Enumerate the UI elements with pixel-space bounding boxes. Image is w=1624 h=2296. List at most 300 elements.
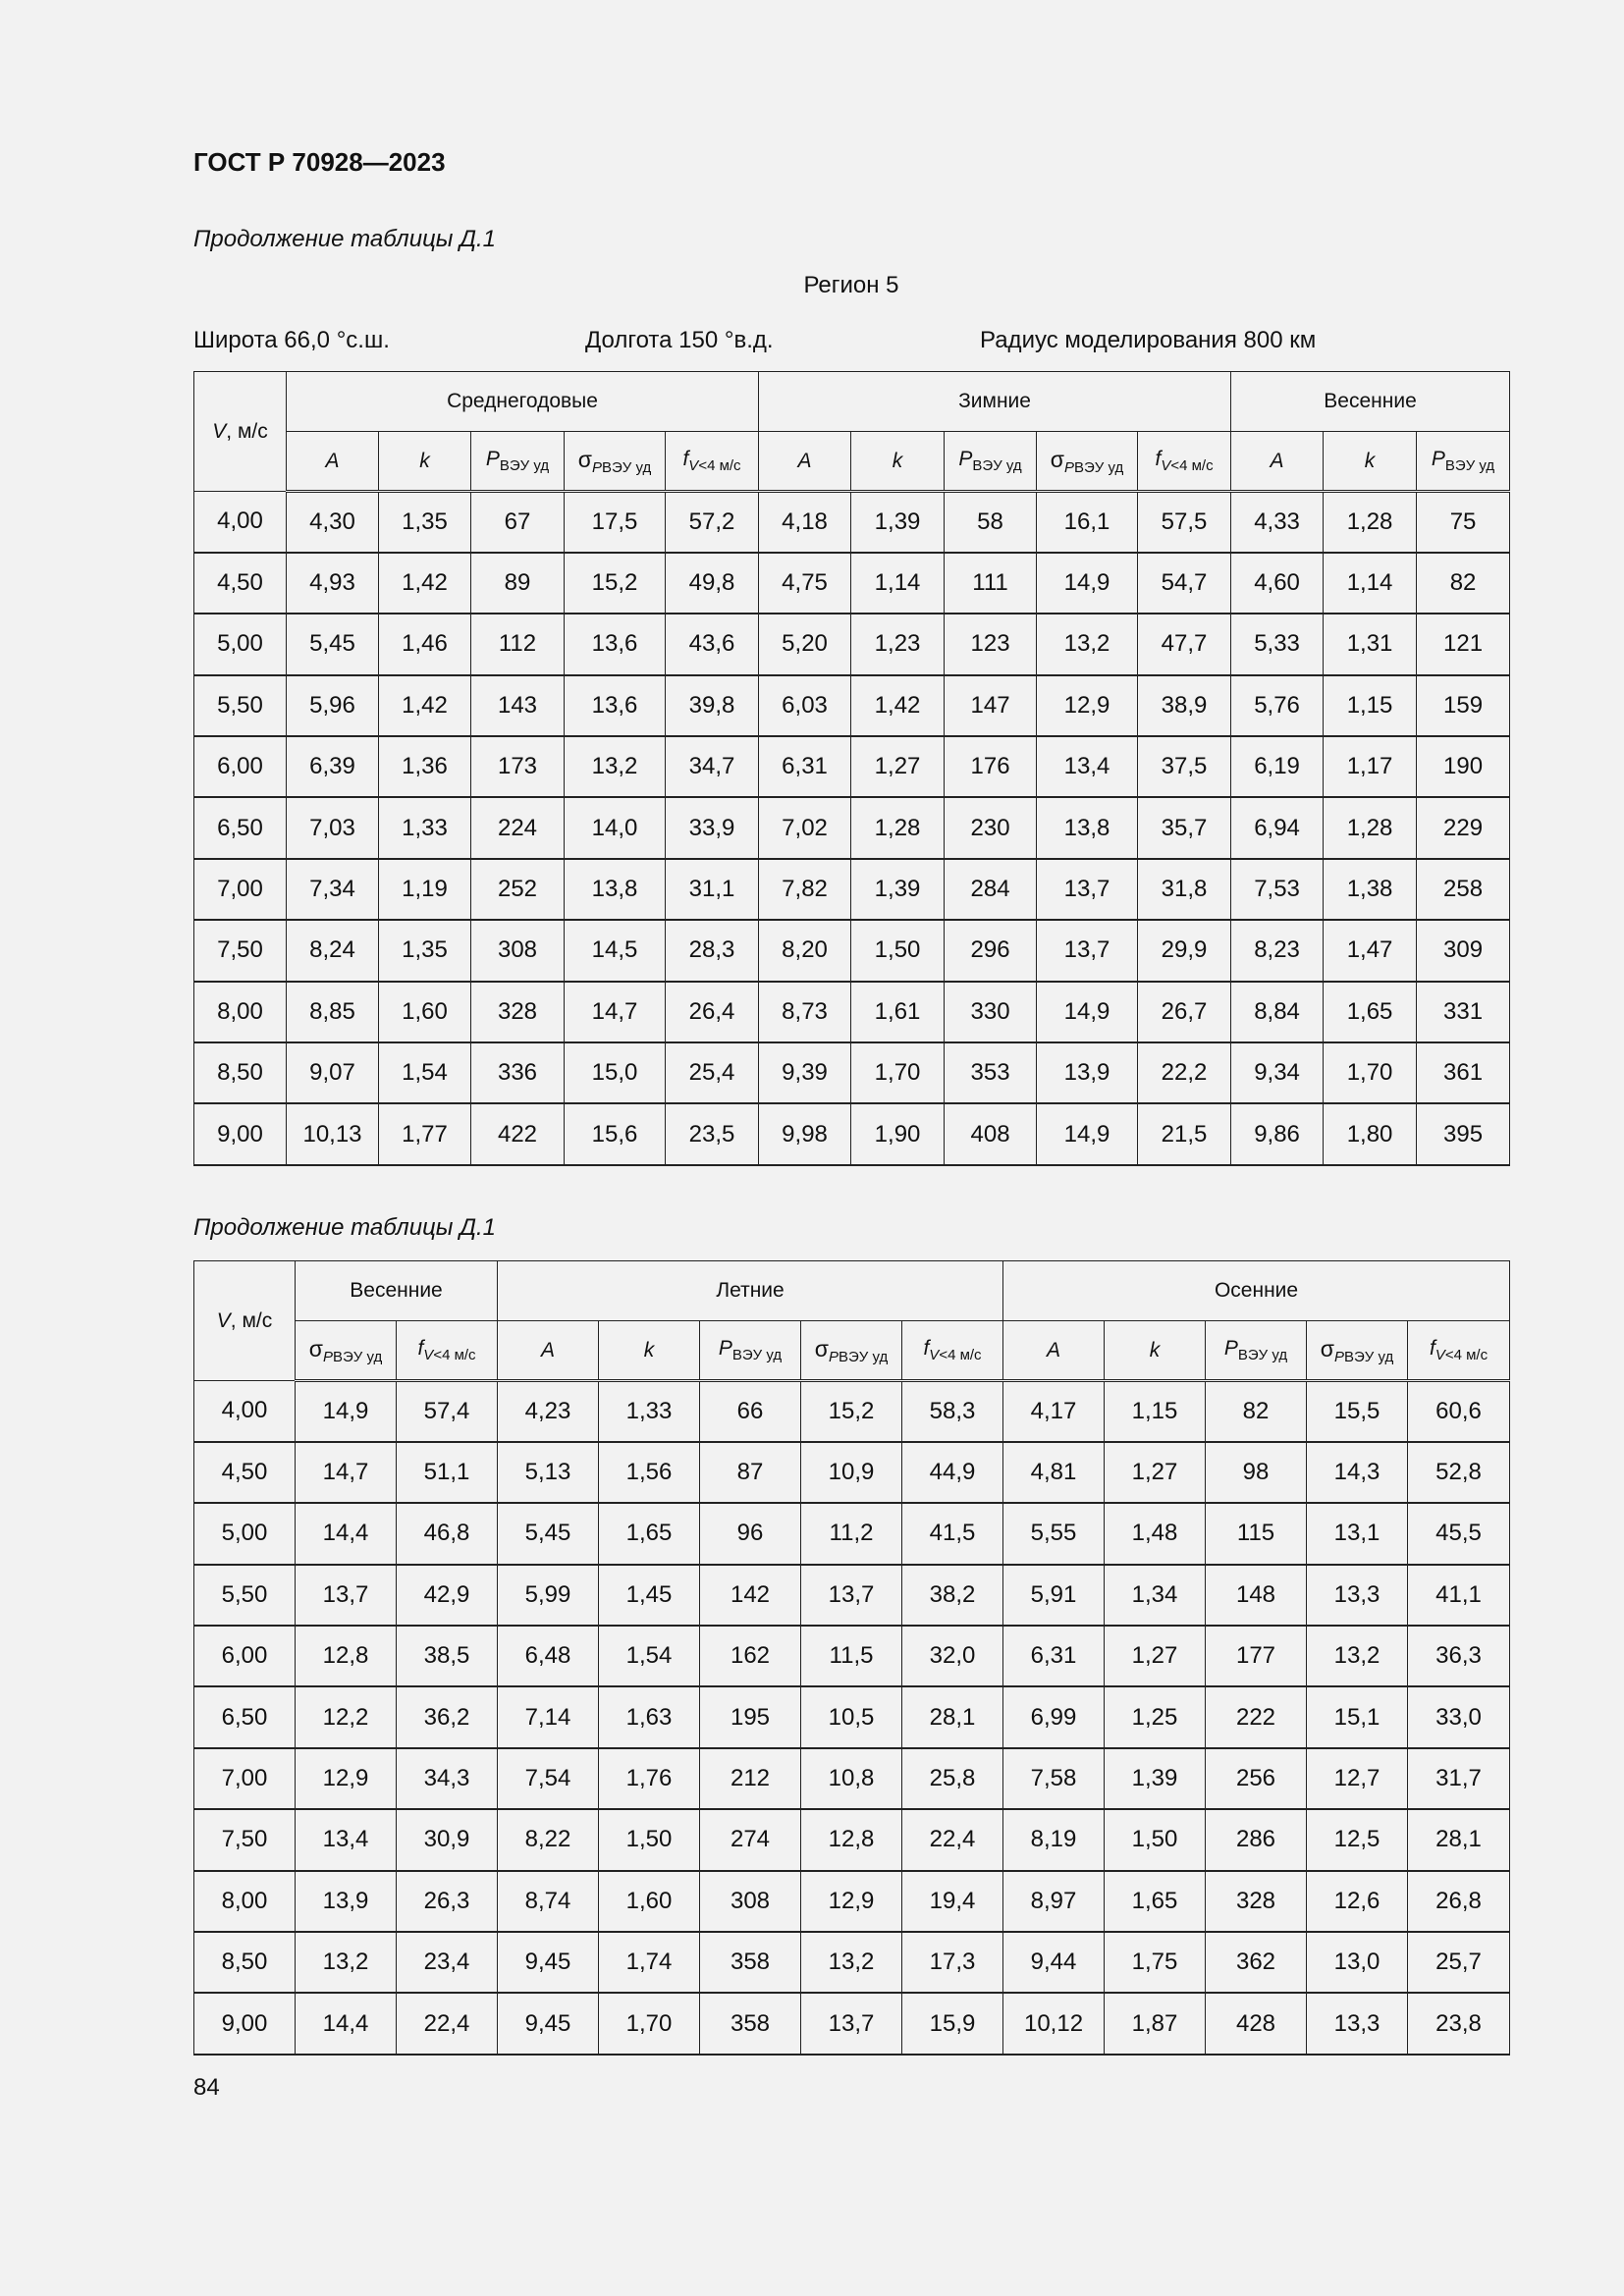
table-cell: 8,23 [1231,920,1324,981]
table-cell: 12,8 [801,1809,902,1870]
table-cell: 36,3 [1408,1626,1510,1686]
table-cell: 1,65 [599,1503,700,1564]
table-cell: 96 [700,1503,801,1564]
table-cell: 58,3 [902,1381,1003,1442]
table-cell: 12,7 [1307,1748,1408,1809]
table-cell: 13,7 [296,1565,397,1626]
speed-cell: 4,50 [194,1442,296,1503]
table-cell: 22,4 [902,1809,1003,1870]
col-header-sigma: $\sigma_{PВЭУ уд}$ [1307,1321,1408,1381]
table-cell: 147 [945,675,1037,736]
table-cell: 26,8 [1408,1871,1510,1932]
table-cell: 1,14 [851,553,945,614]
table-cell: 13,9 [1037,1042,1138,1103]
table-cell: 1,42 [851,675,945,736]
table-cell: 11,2 [801,1503,902,1564]
table-cell: 33,9 [666,797,759,858]
speed-cell: 5,00 [194,614,287,674]
table-cell: 1,33 [599,1381,700,1442]
table-cell: 14,9 [296,1381,397,1442]
table-cell: 212 [700,1748,801,1809]
table-cell: 57,4 [397,1381,498,1442]
table-cell: 14,9 [1037,1103,1138,1164]
table-cell: 4,75 [759,553,851,614]
table-cell: 115 [1206,1503,1307,1564]
table-cell: 12,2 [296,1686,397,1747]
col-header-f: $f_{V<4 м/с}$ [397,1321,498,1381]
table1-caption: Продолжение таблицы Д.1 [193,226,497,252]
table-row [194,1103,1510,1164]
table-cell: 252 [471,859,565,920]
col-header-p: $P_{ВЭУ уд}$ [471,432,565,492]
table-row [194,1503,1510,1564]
table-cell: 1,15 [1105,1381,1206,1442]
table-cell: 1,47 [1324,920,1417,981]
table-cell: 1,42 [379,553,471,614]
table-row [194,1809,1510,1870]
table-cell: 87 [700,1442,801,1503]
table-row [194,797,1510,858]
table-cell: 1,25 [1105,1686,1206,1747]
region-title: Регион 5 [803,272,899,298]
table-cell: 13,2 [565,736,666,797]
table-cell: 14,4 [296,1503,397,1564]
group-header: Зимние [759,372,1231,432]
table-cell: 1,50 [851,920,945,981]
table-cell: 39,8 [666,675,759,736]
speed-cell: 8,00 [194,982,287,1042]
table-cell: 148 [1206,1565,1307,1626]
table-row [194,1381,1510,1442]
table-cell: 38,5 [397,1626,498,1686]
table-cell: 6,94 [1231,797,1324,858]
table-cell: 4,60 [1231,553,1324,614]
table-cell: 30,9 [397,1809,498,1870]
speed-cell: 6,00 [194,736,287,797]
table-cell: 5,33 [1231,614,1324,674]
table-cell: 1,56 [599,1442,700,1503]
table-cell: 328 [471,982,565,1042]
table-cell: 51,1 [397,1442,498,1503]
table-cell: 308 [700,1871,801,1932]
col-header-p: $P_{ВЭУ уд}$ [700,1321,801,1381]
longitude-label: Долгота 150 °в.д. [585,327,774,353]
col-header-k: k [1105,1321,1206,1381]
table-cell: 336 [471,1042,565,1103]
table-cell: 1,48 [1105,1503,1206,1564]
speed-cell: 8,00 [194,1871,296,1932]
col-header-sigma: $\sigma_{PВЭУ уд}$ [801,1321,902,1381]
table-cell: 12,9 [1037,675,1138,736]
table-cell: 331 [1417,982,1510,1042]
table-cell: 75 [1417,492,1510,553]
table-cell: 1,80 [1324,1103,1417,1164]
table-row [194,1686,1510,1747]
table-cell: 6,19 [1231,736,1324,797]
table-cell: 1,28 [1324,797,1417,858]
speed-cell: 9,00 [194,1993,296,2054]
table-cell: 9,45 [498,1993,599,2054]
table-cell: 229 [1417,797,1510,858]
table-cell: 9,39 [759,1042,851,1103]
table-cell: 36,2 [397,1686,498,1747]
table-cell: 45,5 [1408,1503,1510,1564]
table-row [194,1932,1510,1993]
table-cell: 1,42 [379,675,471,736]
table-cell: 8,19 [1003,1809,1105,1870]
table-cell: 29,9 [1138,920,1231,981]
table-cell: 17,3 [902,1932,1003,1993]
table-cell: 13,8 [1037,797,1138,858]
table-cell: 7,14 [498,1686,599,1747]
table-cell: 286 [1206,1809,1307,1870]
col-header-f: $f_{V<4 м/с}$ [1138,432,1231,492]
speed-cell: 4,00 [194,492,287,553]
speed-cell: 4,00 [194,1381,296,1442]
table-cell: 7,54 [498,1748,599,1809]
table-cell: 12,8 [296,1626,397,1686]
table-cell: 13,1 [1307,1503,1408,1564]
table-cell: 4,18 [759,492,851,553]
table-row [194,675,1510,736]
table-cell: 1,65 [1324,982,1417,1042]
table-cell: 1,60 [379,982,471,1042]
col-header-k: k [1324,432,1417,492]
table-cell: 5,99 [498,1565,599,1626]
table2-header [194,1261,1510,1381]
table-cell: 6,39 [287,736,379,797]
table-cell: 7,03 [287,797,379,858]
table-cell: 6,03 [759,675,851,736]
table-cell: 162 [700,1626,801,1686]
table-cell: 13,2 [296,1932,397,1993]
table-cell: 1,31 [1324,614,1417,674]
table-cell: 1,39 [851,492,945,553]
table-cell: 31,7 [1408,1748,1510,1809]
table-cell: 1,70 [851,1042,945,1103]
v-header: V, м/с [194,1261,296,1381]
table-cell: 195 [700,1686,801,1747]
table-cell: 41,5 [902,1503,1003,1564]
table-cell: 57,2 [666,492,759,553]
speed-cell: 7,00 [194,859,287,920]
table-cell: 12,9 [296,1748,397,1809]
table-cell: 296 [945,920,1037,981]
table-cell: 123 [945,614,1037,674]
group-header: Среднегодовые [287,372,759,432]
table-cell: 1,33 [379,797,471,858]
table-cell: 4,33 [1231,492,1324,553]
table-cell: 8,97 [1003,1871,1105,1932]
table-cell: 8,20 [759,920,851,981]
table-cell: 1,60 [599,1871,700,1932]
table-row [194,859,1510,920]
table-cell: 222 [1206,1686,1307,1747]
table-cell: 8,74 [498,1871,599,1932]
table-row [194,1565,1510,1626]
table-cell: 1,36 [379,736,471,797]
table-cell: 6,48 [498,1626,599,1686]
table-cell: 82 [1206,1381,1307,1442]
table-cell: 10,5 [801,1686,902,1747]
table-cell: 49,8 [666,553,759,614]
table-cell: 10,12 [1003,1993,1105,2054]
col-header-f: $f_{V<4 м/с}$ [666,432,759,492]
table-cell: 1,23 [851,614,945,674]
table-cell: 5,45 [498,1503,599,1564]
group-header: Весенние [1231,372,1510,432]
table-cell: 190 [1417,736,1510,797]
table-cell: 15,9 [902,1993,1003,2054]
col-header-f: $f_{V<4 м/с}$ [1408,1321,1510,1381]
speed-cell: 7,00 [194,1748,296,1809]
table-cell: 111 [945,553,1037,614]
table-cell: 10,8 [801,1748,902,1809]
table-cell: 13,6 [565,675,666,736]
table-cell: 66 [700,1381,801,1442]
table-row [194,492,1510,553]
table-cell: 1,14 [1324,553,1417,614]
table-cell: 14,5 [565,920,666,981]
table-cell: 28,1 [902,1686,1003,1747]
table-cell: 28,1 [1408,1809,1510,1870]
table-cell: 1,19 [379,859,471,920]
table-cell: 34,3 [397,1748,498,1809]
table-cell: 7,58 [1003,1748,1105,1809]
table-cell: 37,5 [1138,736,1231,797]
group-header: Осенние [1003,1261,1510,1321]
table-cell: 25,7 [1408,1932,1510,1993]
table-cell: 16,1 [1037,492,1138,553]
table-cell: 82 [1417,553,1510,614]
table-cell: 23,5 [666,1103,759,1164]
table-cell: 31,1 [666,859,759,920]
table-cell: 13,8 [565,859,666,920]
table-cell: 7,02 [759,797,851,858]
table-cell: 15,6 [565,1103,666,1164]
col-header-a: A [1231,432,1324,492]
table-cell: 14,7 [565,982,666,1042]
col-header-a: A [759,432,851,492]
table-row [194,920,1510,981]
table-cell: 1,28 [1324,492,1417,553]
table-cell: 42,9 [397,1565,498,1626]
table-cell: 5,13 [498,1442,599,1503]
table-cell: 13,2 [1307,1626,1408,1686]
speed-cell: 6,50 [194,797,287,858]
table-cell: 28,3 [666,920,759,981]
table-row [194,553,1510,614]
table-cell: 4,30 [287,492,379,553]
table-cell: 14,3 [1307,1442,1408,1503]
table-row [194,736,1510,797]
table-cell: 258 [1417,859,1510,920]
table-cell: 52,8 [1408,1442,1510,1503]
table-cell: 1,61 [851,982,945,1042]
table-cell: 11,5 [801,1626,902,1686]
table-cell: 284 [945,859,1037,920]
col-header-a: A [287,432,379,492]
speed-cell: 7,50 [194,1809,296,1870]
table-cell: 43,6 [666,614,759,674]
table-cell: 8,84 [1231,982,1324,1042]
table-cell: 58 [945,492,1037,553]
col-header-sigma: $\sigma_{PВЭУ уд}$ [1037,432,1138,492]
table-cell: 31,8 [1138,859,1231,920]
col-header-k: k [379,432,471,492]
table-cell: 353 [945,1042,1037,1103]
table-cell: 46,8 [397,1503,498,1564]
table-cell: 1,17 [1324,736,1417,797]
table-row [194,1748,1510,1809]
table-cell: 5,20 [759,614,851,674]
page-number: 84 [193,2074,220,2101]
table-cell: 13,4 [1037,736,1138,797]
table-cell: 13,4 [296,1809,397,1870]
table-cell: 1,35 [379,492,471,553]
table-row [194,1042,1510,1103]
table-cell: 7,34 [287,859,379,920]
table-cell: 9,98 [759,1103,851,1164]
table-cell: 13,0 [1307,1932,1408,1993]
col-header-k: k [599,1321,700,1381]
table-cell: 1,46 [379,614,471,674]
table-cell: 38,2 [902,1565,1003,1626]
speed-cell: 5,50 [194,1565,296,1626]
table-cell: 1,74 [599,1932,700,1993]
table-cell: 7,82 [759,859,851,920]
table-cell: 23,8 [1408,1993,1510,2054]
table-cell: 358 [700,1932,801,1993]
table-cell: 1,39 [1105,1748,1206,1809]
table-cell: 35,7 [1138,797,1231,858]
table-cell: 38,9 [1138,675,1231,736]
table-cell: 1,27 [1105,1442,1206,1503]
table-cell: 6,31 [1003,1626,1105,1686]
table-cell: 15,2 [801,1381,902,1442]
document-code: ГОСТ Р 70928—2023 [193,147,446,177]
table-cell: 13,7 [801,1565,902,1626]
table-cell: 428 [1206,1993,1307,2054]
table-cell: 9,07 [287,1042,379,1103]
table-cell: 1,34 [1105,1565,1206,1626]
table1-body [194,492,1510,1165]
col-header-sigma: $\sigma_{PВЭУ уд}$ [296,1321,397,1381]
table-cell: 1,63 [599,1686,700,1747]
table-cell: 54,7 [1138,553,1231,614]
table-cell: 57,5 [1138,492,1231,553]
table-cell: 309 [1417,920,1510,981]
table-cell: 1,39 [851,859,945,920]
table-cell: 1,15 [1324,675,1417,736]
table-cell: 1,70 [599,1993,700,2054]
table1 [193,371,1510,1166]
table-row [194,1442,1510,1503]
table-cell: 8,73 [759,982,851,1042]
table-cell: 9,45 [498,1932,599,1993]
table-cell: 67 [471,492,565,553]
speed-cell: 8,50 [194,1932,296,1993]
table-cell: 1,54 [599,1626,700,1686]
table-cell: 1,75 [1105,1932,1206,1993]
latitude-label: Широта 66,0 °с.ш. [193,327,390,353]
table-cell: 1,45 [599,1565,700,1626]
table-cell: 6,99 [1003,1686,1105,1747]
table-cell: 12,5 [1307,1809,1408,1870]
table-cell: 5,91 [1003,1565,1105,1626]
table-cell: 12,6 [1307,1871,1408,1932]
table-cell: 6,31 [759,736,851,797]
table-cell: 47,7 [1138,614,1231,674]
table-cell: 4,93 [287,553,379,614]
table-cell: 17,5 [565,492,666,553]
table-cell: 32,0 [902,1626,1003,1686]
table-cell: 1,87 [1105,1993,1206,2054]
table-cell: 395 [1417,1103,1510,1164]
speed-cell: 8,50 [194,1042,287,1103]
table-cell: 15,1 [1307,1686,1408,1747]
table-cell: 13,3 [1307,1565,1408,1626]
table-cell: 1,27 [851,736,945,797]
col-header-p: $P_{ВЭУ уд}$ [1206,1321,1307,1381]
table-row [194,614,1510,674]
col-header-sigma: $\sigma_{PВЭУ уд}$ [565,432,666,492]
table-cell: 177 [1206,1626,1307,1686]
table-cell: 142 [700,1565,801,1626]
table-cell: 14,7 [296,1442,397,1503]
table-cell: 5,96 [287,675,379,736]
table-cell: 8,85 [287,982,379,1042]
table-cell: 256 [1206,1748,1307,1809]
table-cell: 8,24 [287,920,379,981]
table-cell: 10,9 [801,1442,902,1503]
table2-body [194,1381,1510,2055]
table-cell: 4,17 [1003,1381,1105,1442]
table-row [194,1626,1510,1686]
speed-cell: 5,00 [194,1503,296,1564]
table-cell: 44,9 [902,1442,1003,1503]
speed-cell: 4,50 [194,553,287,614]
col-header-a: A [498,1321,599,1381]
table-cell: 41,1 [1408,1565,1510,1626]
table-cell: 12,9 [801,1871,902,1932]
table-cell: 9,34 [1231,1042,1324,1103]
table-cell: 328 [1206,1871,1307,1932]
table-cell: 26,3 [397,1871,498,1932]
table-cell: 15,2 [565,553,666,614]
table-cell: 1,35 [379,920,471,981]
table-cell: 10,13 [287,1103,379,1164]
group-header: Летние [498,1261,1003,1321]
table-cell: 15,0 [565,1042,666,1103]
table-cell: 13,2 [1037,614,1138,674]
table-cell: 19,4 [902,1871,1003,1932]
table-cell: 13,9 [296,1871,397,1932]
table-cell: 422 [471,1103,565,1164]
table-cell: 1,27 [1105,1626,1206,1686]
table2 [193,1260,1510,2056]
table-cell: 4,81 [1003,1442,1105,1503]
table-cell: 176 [945,736,1037,797]
table-cell: 112 [471,614,565,674]
table2-caption: Продолжение таблицы Д.1 [193,1214,497,1241]
table-cell: 408 [945,1103,1037,1164]
table-cell: 23,4 [397,1932,498,1993]
speed-cell: 7,50 [194,920,287,981]
table-cell: 330 [945,982,1037,1042]
table-row [194,982,1510,1042]
speed-cell: 5,50 [194,675,287,736]
